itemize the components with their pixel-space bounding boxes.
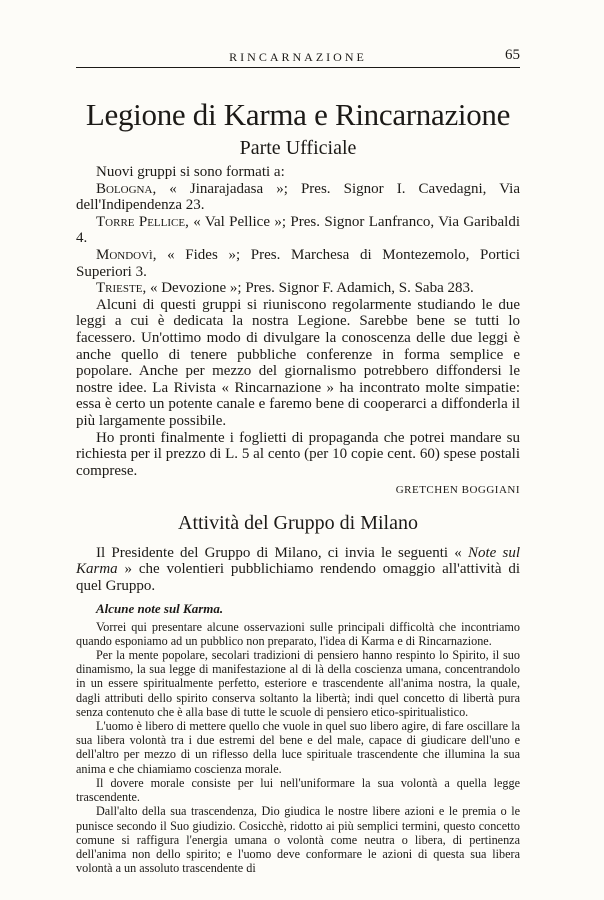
page-number: 65 [505, 47, 520, 63]
group-details: , « Fides »; Pres. Marchesa di Montezemolo, Portici Superiori 3. [76, 246, 520, 280]
group-entry [76, 181, 520, 214]
group-details: , « Devozione »; Pres. Signor F. Adamich, S. Saba 283. [142, 280, 474, 297]
section-title: Attività del Gruppo di Milano [178, 511, 418, 534]
note-paragraph: Il dovere morale consiste per lui nell'uniformare la sua volontà a quella legge trascendente. [76, 775, 520, 805]
section-intro-before: Il Presidente del Gruppo di Milano, ci invia le seguenti « [96, 544, 468, 561]
section-intro-italic: Note sul Karma [76, 544, 520, 578]
page-content [76, 96, 520, 875]
article-title: Legione di Karma e Rincarnazione [85, 97, 511, 132]
article-paragraph: Ho pronti finalmente i foglietti di propaganda che potrei mandare su richiesta per il prezzo di L. 5 al cento (per 10 copie cent. 60) spese postali comprese. [76, 429, 520, 479]
group-city: Trieste [96, 280, 143, 297]
running-head: RINCARNAZIONE [229, 50, 367, 64]
groups-intro: Nuovi gruppi si sono formati a: [96, 164, 285, 180]
note-paragraph: Vorrei qui presentare alcune osservazioni sulle principali difficoltà che incontriamo quando esponiamo ad un pubblico non preparato, l'idea di Karma e di Rincarnazione. [76, 619, 520, 648]
note-paragraph: Per la mente popolare, secolari tradizioni di pensiero hanno respinto lo Spirito, il suo dinamismo, la sua legge di manifestazione al di là della coscienza umana, concentrandolo in un essere spiritualmente perfetto, esteriore e trascendente all'anima nostra, la quale, dagli attributi dello spirito conserva soltanto la libertà; indi quel concetto di libertà pura senza contenuto che è alla base di tutte le scuole di pensiero etico-spiritualistico. [76, 648, 520, 719]
group-city: Bologna [96, 180, 153, 197]
group-details: , « Jinarajadasa »; Pres. Signor I. Cavedagni, Via dell'Indipendenza 23. [76, 180, 520, 214]
note-title: Alcune note sul Karma. [96, 600, 224, 616]
section-intro-after: » che volentieri pubblichiamo rendendo omaggio all'attività di quel Gruppo. [76, 561, 520, 595]
group-entry [76, 280, 520, 297]
article-subtitle: Parte Ufficiale [239, 137, 357, 159]
article-body [76, 164, 520, 499]
header-rule [76, 67, 520, 68]
section-body [76, 545, 520, 595]
group-city: Mondovì [96, 246, 153, 263]
group-entry [76, 247, 520, 280]
group-entry [76, 214, 520, 247]
notes-body [76, 620, 520, 876]
note-paragraph: Dall'alto della sua trascendenza, Dio giudica le nostre libere azioni e le premia o le punisce secondo il Suo giudizio. Cosicchè, ridotto ai più semplici termini, questo concetto comune si raffigura l'energia umana o volontà come neutra o libera, di pertinenza dell'anima non dello spirito; e l'uomo deve conformare le azioni di questa sua libera volontà a un assoluto trascendente di [76, 804, 520, 876]
article-paragraph: Alcuni di questi gruppi si riuniscono regolarmente studiando le due leggi a cui è dedicata la nostra Legione. Sarebbe bene se tutti lo facessero. Un'ottimo modo di divulgare la conoscenza delle due leggi è anche quello di tenere pubbliche conferenze in forma semplice e popolare. Anche per mezzo del giornalismo potrebbero diffondersi le nostre idee. La Rivista « Rincarnazione » ha incontrato molte simpatie: essa è certo un potente canale e faremo bene di cooperarci a diffonderla il più largamente possibile. [76, 296, 520, 429]
signature: GRETCHEN BOGGIANI [395, 484, 520, 497]
section-intro [76, 545, 520, 595]
group-city: Torre Pellice [96, 213, 186, 230]
note-paragraph: L'uomo è libero di mettere quello che vuole in quel suo libero agire, di fare oscillare la sua libera volontà tra i due estremi del bene e del male, capace di giudicare dell'uno e dell'altro per mezzo di un riflesso della luce spirituale trascendente che illumina la sua anima e che chiamiamo coscienza morale. [76, 719, 520, 776]
group-details: , « Val Pellice »; Pres. Signor Lanfranco, Via Garibaldi 4. [76, 213, 520, 247]
page-header [76, 46, 520, 68]
